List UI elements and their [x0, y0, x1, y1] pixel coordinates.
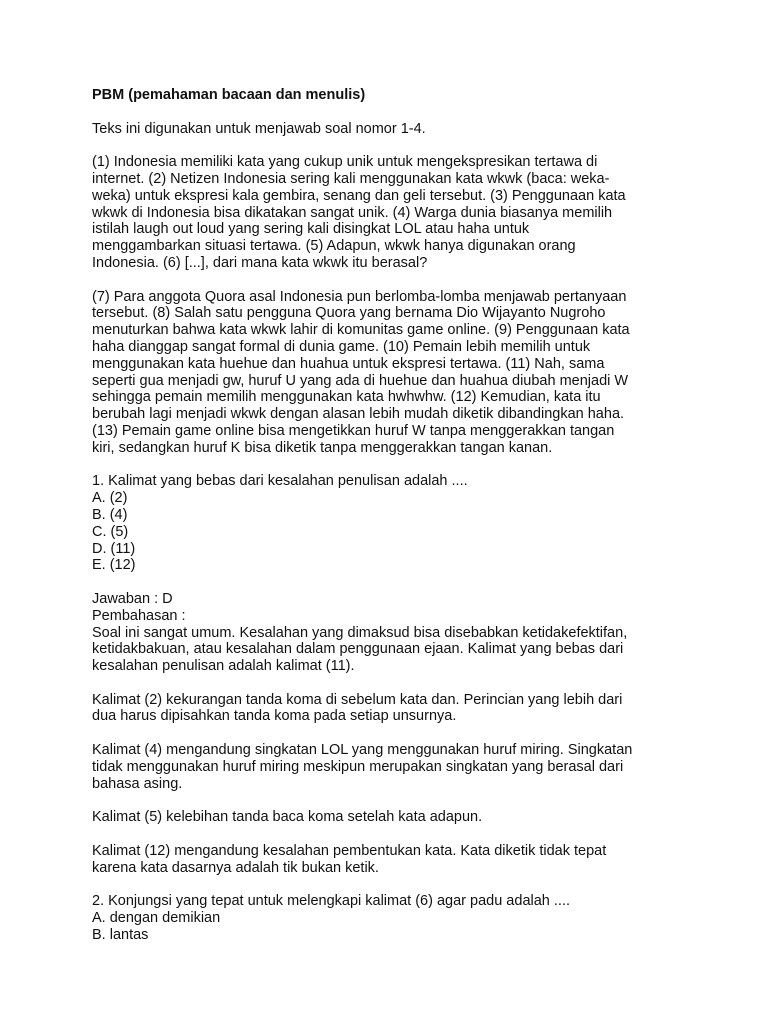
question-1-answer: Jawaban : D — [92, 590, 173, 607]
passage-paragraph-2: (7) Para anggota Quora asal Indonesia pun berlomba-lomba menjawab pertanyaan tersebut. (8) Salah satu pengguna Quora yang bernama Dio Wijayanto Nugroho menuturkan bahwa kata wkwk lahir di komunitas game online. (9) Penggunaan kata haha dianggap sangat formal di dunia game. (10) Pemain lebih memilih untuk menggunakan kata huehue dan huahua untuk ekspresi tertawa. (11) Nah, sama seperti gua menjadi gw, huruf U yang ada di huehue dan huahua diubah menjadi W sehingga pemain memilih menggunakan kata hwhwhw. (12) Kemudian, kata itu berubah lagi menjadi wkwk dengan alasan lebih mudah diketik dibandingkan haha. (13) Pemain game online bisa mengetikkan huruf W tanpa menggerakkan tangan kiri, sedangkan huruf K bisa diketik tanpa menggerakkan tangan kanan. — [92, 288, 630, 456]
question-2-option-b: B. lantas — [92, 926, 149, 943]
question-1-option-a: A. (2) — [92, 490, 128, 507]
passage-paragraph-1: (1) Indonesia memiliki kata yang cukup unik untuk mengekspresikan tertawa di internet. (2) Netizen Indonesia sering kali menggunakan kata wkwk (baca: weka- weka) untuk ekspresi kala gembira, senang dan geli tersebut. (3) Penggunaan kata wkwk di Indonesia bisa dikatakan sangat unik. (4) Warga dunia biasanya memilih istilah laugh out loud yang sering kali disingkat LOL atau haha untuk menggambarkan situasi tertawa. (5) Adapun, wkwk hanya digunakan orang Indonesia. (6) [...], dari mana kata wkwk itu berasal? — [92, 154, 626, 271]
document-page — [92, 87, 682, 944]
question-1-option-b: B. (4) — [92, 506, 128, 523]
question-2-text: 2. Konjungsi yang tepat untuk melengkapi kalimat (6) agar padu adalah .... — [92, 893, 570, 910]
question-1-option-d: D. (11) — [92, 540, 136, 557]
question-2-option-a: A. dengan demikian — [92, 910, 221, 927]
question-1-options — [92, 490, 682, 574]
question-1-option-c: C. (5) — [92, 523, 129, 540]
document-title: PBM (pemahaman bacaan dan menulis) — [92, 87, 366, 103]
question-1-explanation-4: Kalimat (4) mengandung singkatan LOL yang menggunakan huruf miring. Singkatan tidak menggunakan huruf miring meskipun merupakan singkatan yang berasal dari bahasa asing. — [92, 742, 633, 792]
question-1 — [92, 473, 682, 876]
document-intro: Teks ini digunakan untuk menjawab soal nomor 1-4. — [92, 120, 426, 137]
question-1-text: 1. Kalimat yang bebas dari kesalahan penulisan adalah .... — [92, 473, 468, 490]
question-1-option-e: E. (12) — [92, 557, 136, 574]
question-1-discussion-label: Pembahasan : — [92, 607, 186, 624]
question-1-explanation-12: Kalimat (12) mengandung kesalahan pembentukan kata. Kata diketik tidak tepat karena kata dasarnya adalah tik bukan ketik. — [92, 842, 607, 876]
question-1-discussion: Soal ini sangat umum. Kesalahan yang dimaksud bisa disebabkan ketidakefektifan, ketidakbakuan, atau kesalahan dalam penggunaan ejaan. Kalimat yang bebas dari kesalahan penulisan adalah kalimat (11). — [92, 624, 628, 675]
question-1-explanation-5: Kalimat (5) kelebihan tanda baca koma setelah kata adapun. — [92, 809, 483, 826]
question-2 — [92, 893, 682, 943]
question-1-explanation-2: Kalimat (2) kekurangan tanda koma di sebelum kata dan. Perincian yang lebih dari dua harus dipisahkan tanda koma pada setiap unsurnya. — [92, 691, 623, 725]
